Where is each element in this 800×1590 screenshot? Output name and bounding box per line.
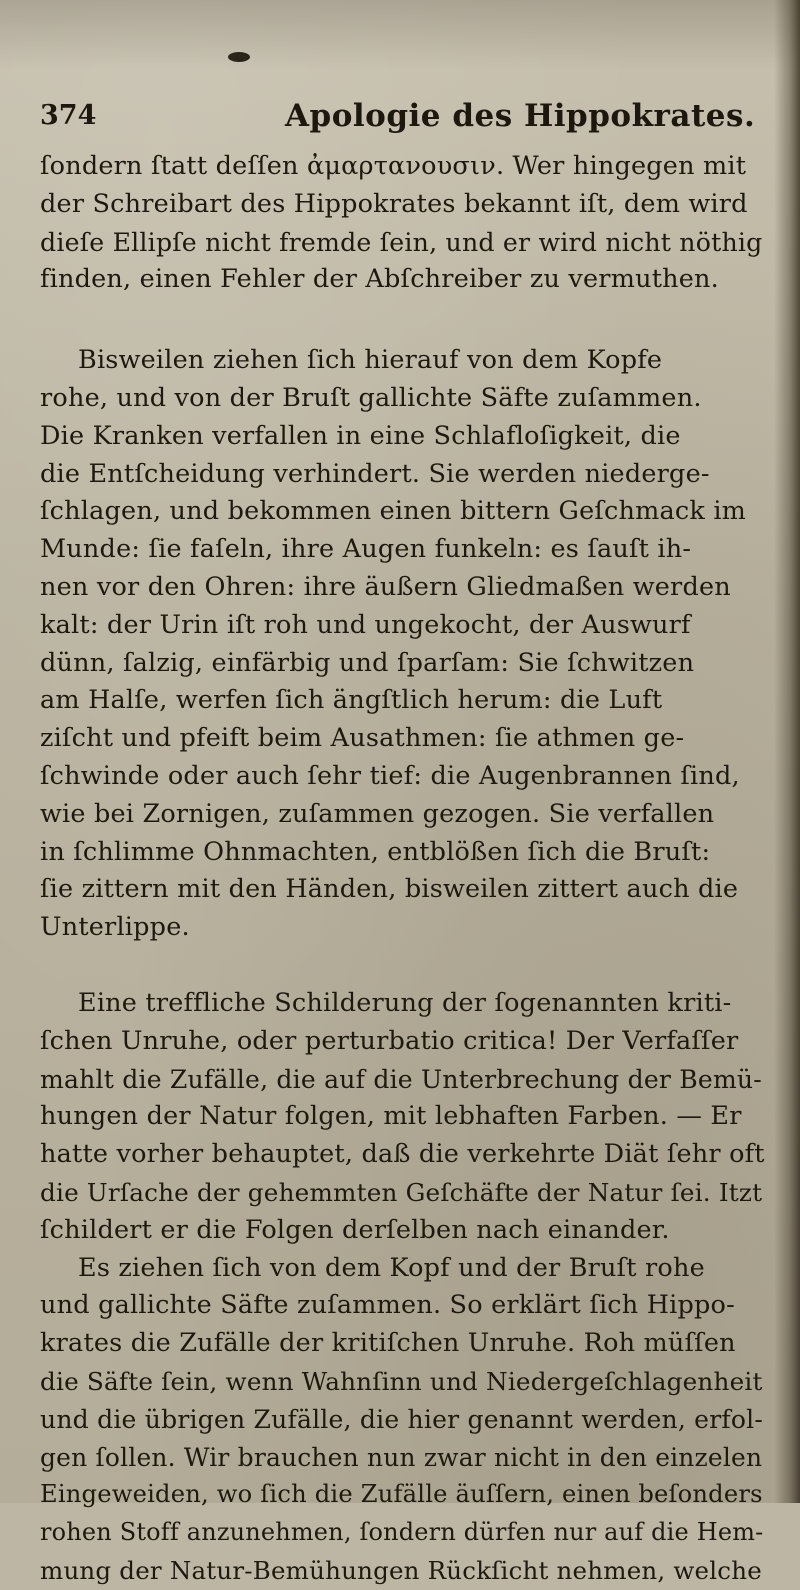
text-line: krates die Zufälle der kritiſchen Unruhe. Roh müſſen bbox=[40, 1328, 736, 1359]
page-top-shadow bbox=[0, 0, 800, 70]
text-line: ſie zittern mit den Händen, bisweilen zittert auch die bbox=[40, 874, 739, 905]
page-number: 374 bbox=[40, 100, 97, 131]
text-line: mung der Natur-Bemühungen Rückſicht nehmen, welche bbox=[40, 1555, 762, 1585]
text-line: Unterlippe. bbox=[40, 912, 190, 943]
text-line: finden, einen Fehler der Abſchreiber zu vermuthen. bbox=[40, 264, 719, 295]
running-title: Apologie des Hippokrates. bbox=[285, 98, 756, 134]
text-line: mahlt die Zufälle, die auf die Unterbrechung der Bemü- bbox=[40, 1064, 762, 1094]
text-line: ziſcht und pfeift beim Ausathmen: ſie athmen ge- bbox=[40, 723, 685, 754]
text-line: und die übrigen Zufälle, die hier genannt werden, erfol- bbox=[40, 1404, 764, 1434]
paragraph-gap bbox=[40, 947, 770, 985]
text-line: rohen Stoff anzunehmen, ſondern dürfen nur auf die Hem- bbox=[40, 1518, 764, 1547]
text-line: die Säfte ſein, wenn Wahnſinn und Niedergeſchlagenheit bbox=[40, 1366, 763, 1396]
paragraph-1 bbox=[40, 148, 770, 299]
text-line: ſchen Unruhe, oder perturbatio critica! Der Verfaſſer bbox=[40, 1025, 739, 1056]
text-line: gen ſollen. Wir brauchen nun zwar nicht in den einzelen bbox=[40, 1442, 763, 1472]
text-line: der Schreibart des Hippokrates bekannt iſt, dem wird bbox=[40, 188, 748, 219]
text-line: die Entſcheidung verhindert. Sie werden niederge- bbox=[40, 458, 710, 489]
page-header bbox=[40, 100, 760, 140]
paragraph-2 bbox=[40, 342, 770, 947]
paragraph-3 bbox=[40, 985, 770, 1590]
text-line: und gallichte Säfte zuſammen. So erklärt ſich Hippo- bbox=[40, 1290, 735, 1321]
text-line: dünn, ſalzig, einfärbig und ſparſam: Sie ſchwitzen bbox=[40, 647, 695, 678]
paragraph-gap bbox=[40, 299, 770, 342]
text-line: am Halſe, werfen ſich ängſtlich herum: die Luft bbox=[40, 685, 663, 716]
text-line: wie bei Zornigen, zuſammen gezogen. Sie verfallen bbox=[40, 798, 715, 829]
text-line: hungen der Natur folgen, mit lebhaften Farben. — Er bbox=[40, 1101, 742, 1132]
text-line: dieſe Ellipſe nicht fremde ſein, und er wird nicht nöthig bbox=[40, 227, 763, 257]
text-line: in ſchlimme Ohnmachten, entblößen ſich die Bruſt: bbox=[40, 836, 711, 867]
text-line: kalt: der Urin iſt roh und ungekocht, der Auswurf bbox=[40, 609, 691, 640]
text-line: nen vor den Ohren: ihre äußern Gliedmaßen werden bbox=[40, 571, 731, 602]
text-line: Es ziehen ſich von dem Kopf und der Bruſt rohe bbox=[78, 1252, 705, 1283]
text-line: Munde: ſie faſeln, ihre Augen funkeln: es ſauſt ih- bbox=[40, 534, 692, 565]
text-line: ſchwinde oder auch ſehr tief: die Augenbrannen ſind, bbox=[40, 760, 740, 791]
text-line: Bisweilen ziehen ſich hierauf von dem Kopfe bbox=[78, 345, 663, 376]
text-line: ſchlagen, und bekommen einen bittern Geſchmack im bbox=[40, 496, 747, 527]
text-line: die Urſache der gehemmten Geſchäfte der Natur ſei. Itzt bbox=[40, 1177, 763, 1207]
text-line: Die Kranken verfallen in eine Schlafloſigkeit, die bbox=[40, 420, 681, 451]
text-line: ſchildert er die Folgen derſelben nach einander. bbox=[40, 1214, 670, 1245]
body-text bbox=[40, 148, 770, 1590]
text-line: Eine treffliche Schilderung der ſogenannten kriti- bbox=[78, 987, 732, 1018]
text-line: Eingeweiden, wo ſich die Zufälle äuſſern, einen beſonders bbox=[40, 1480, 763, 1509]
text-line: hatte vorher behauptet, daß die verkehrte Diät ſehr oft bbox=[40, 1139, 765, 1170]
text-line: rohe, und von der Bruſt gallichte Säfte zuſammen. bbox=[40, 382, 702, 413]
page-spine-shadow bbox=[774, 0, 800, 1503]
ink-blot-mark bbox=[228, 52, 250, 62]
text-line: ſondern ſtatt deſſen ἀμαρτανουσιν. Wer hingegen mit bbox=[40, 151, 747, 181]
